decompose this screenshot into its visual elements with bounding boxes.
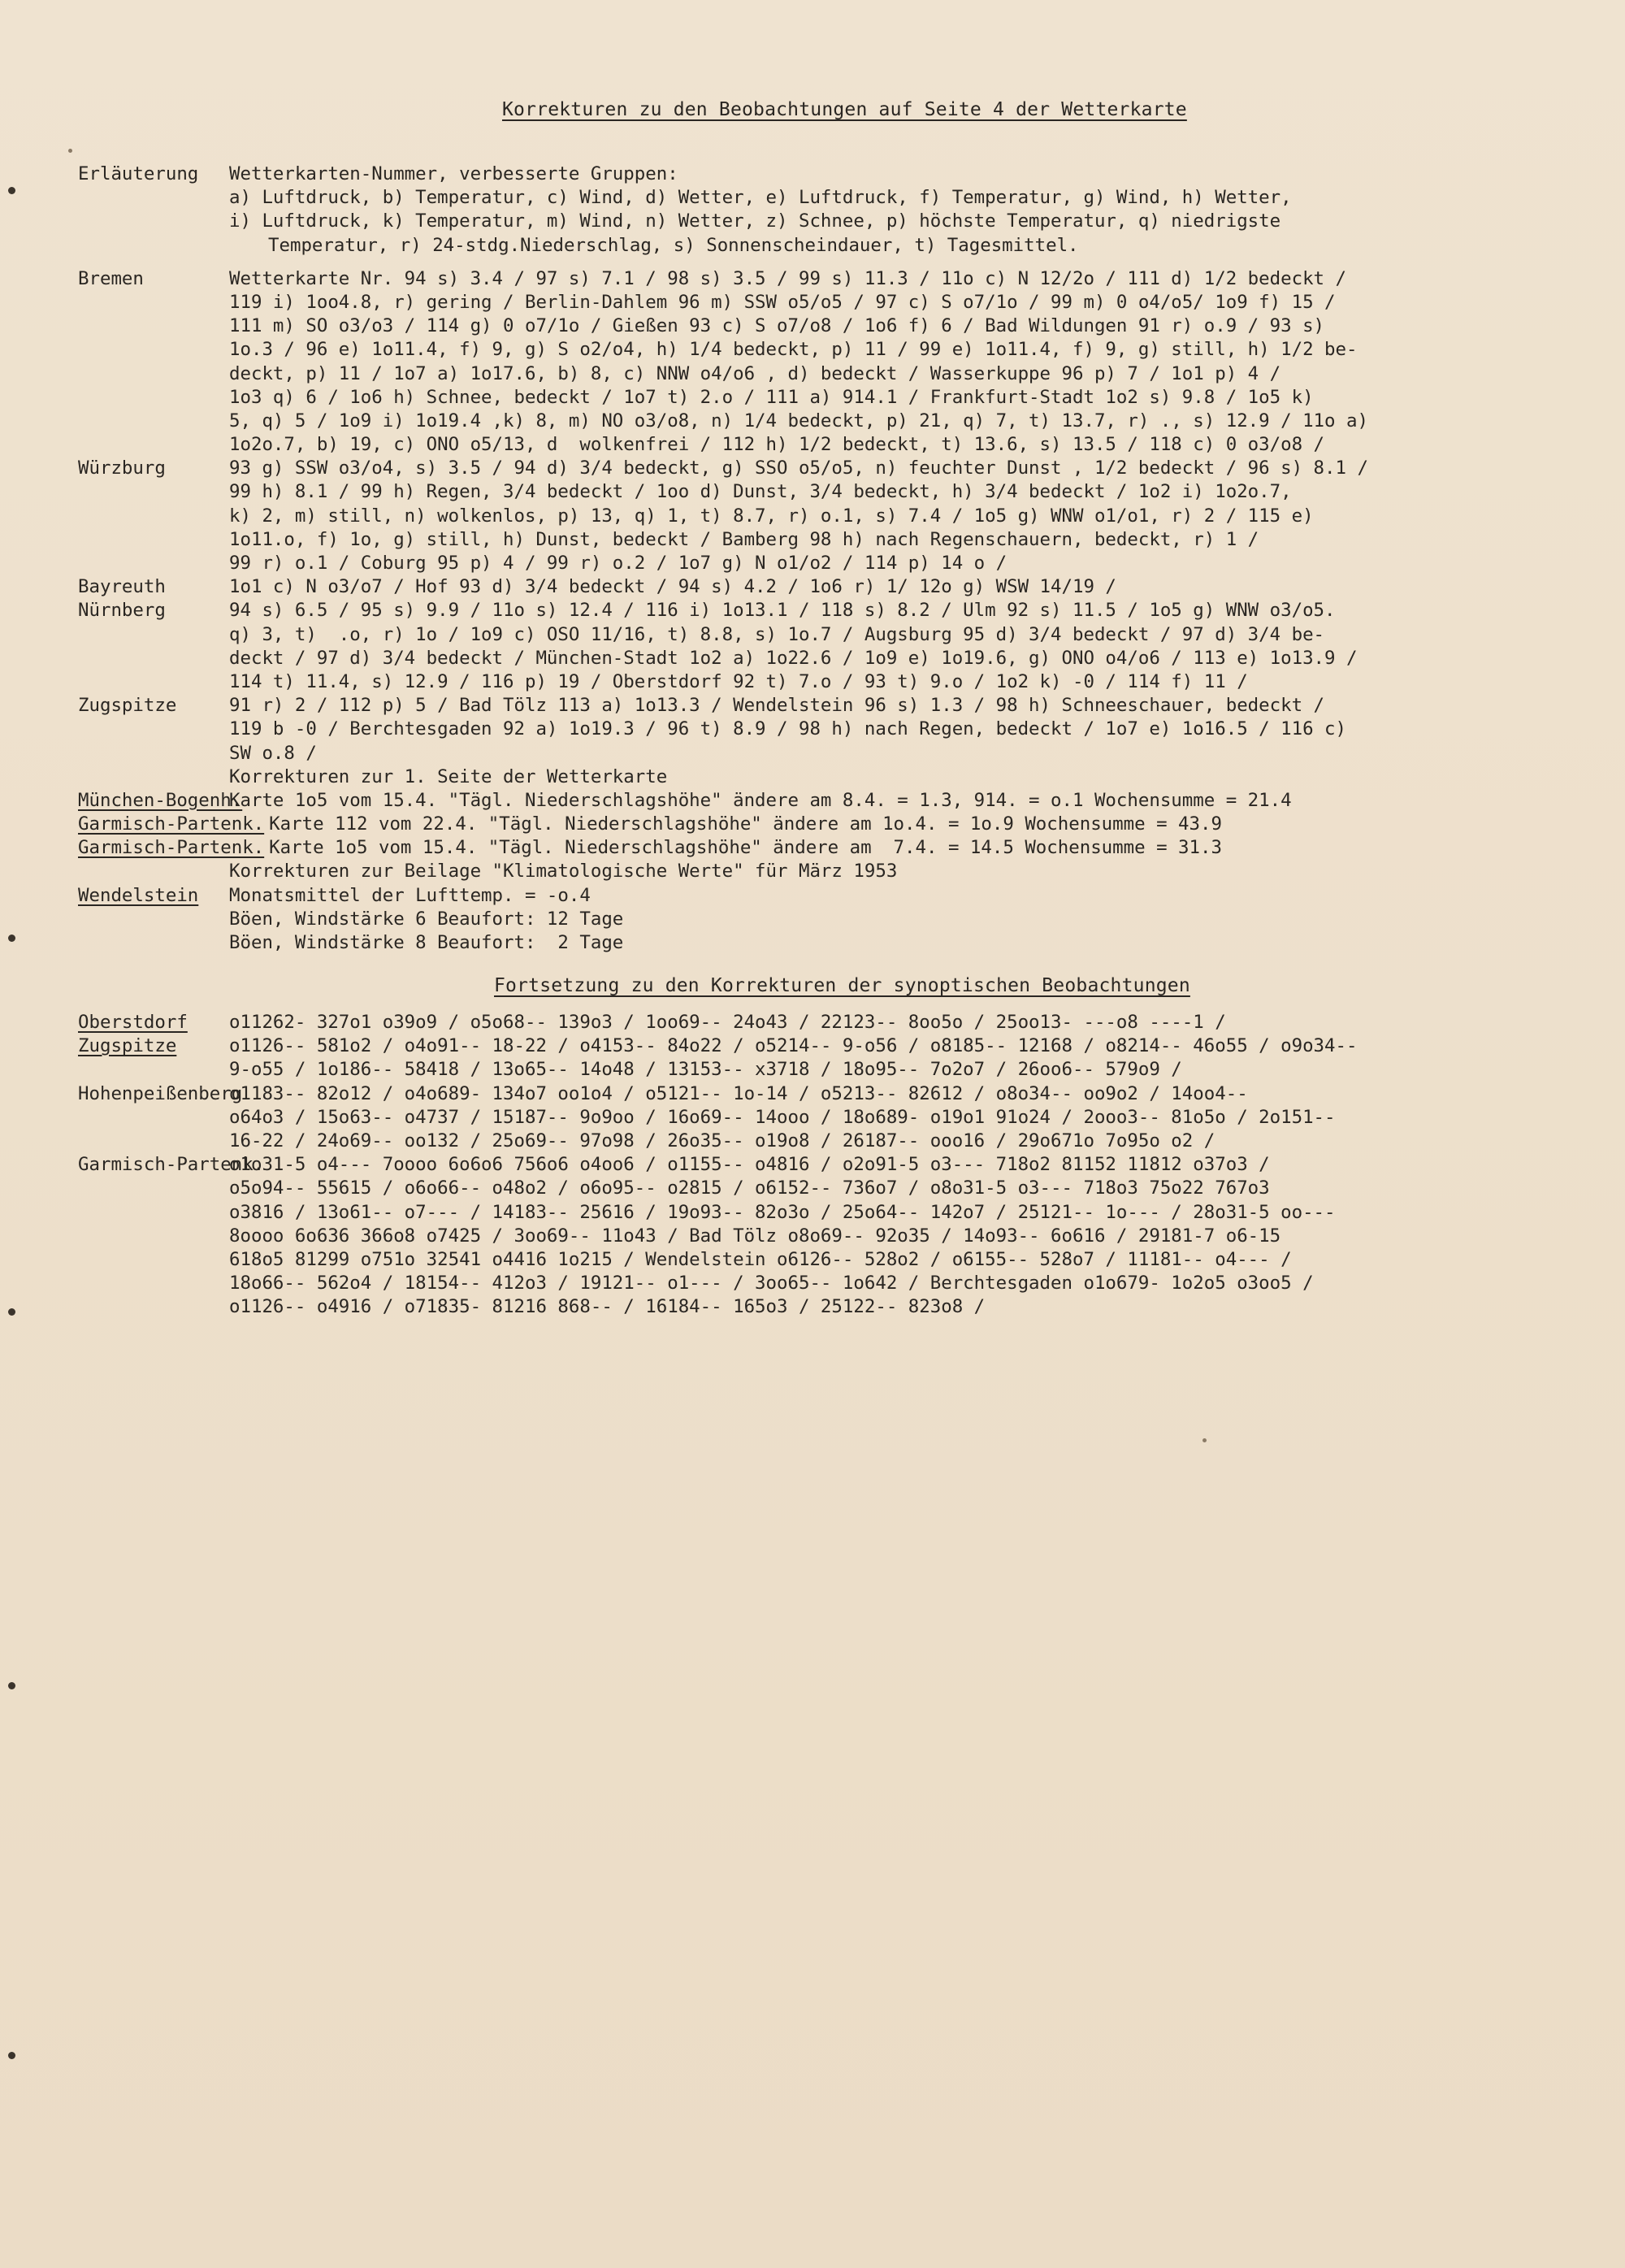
line-text: a) Luftdruck, b) Temperatur, c) Wind, d) Wetter, e) Luftdruck, f) Temperatur, g) Wind, h) Wetter,	[229, 187, 1292, 209]
line-text: Böen, Windstärke 6 Beaufort: 12 Tage	[229, 908, 624, 930]
station-label: Garmisch-Partenk.	[78, 837, 265, 859]
text-line	[78, 931, 1368, 955]
station-label: Garmisch-Partenk.	[78, 813, 265, 835]
text-line	[78, 1295, 1357, 1319]
text-line	[78, 765, 1368, 789]
station-label	[78, 505, 229, 528]
station-label: Würzburg	[78, 458, 166, 479]
section-corrections	[78, 163, 1368, 955]
line-text: o1126-- 581o2 / o4o91-- 18-22 / o4153-- 84o22 / o5214-- 9-o56 / o8185-- 12168 / o8214-- 46o55 / o9o34--	[229, 1035, 1358, 1057]
line-text: 9-o55 / 1o186-- 58418 / 13o65-- 14o48 / 13153-- x3718 / 18o95-- 7o2o7 / 26oo6-- 579o9 /	[229, 1059, 1182, 1081]
punch-hole	[8, 935, 15, 942]
line-text: Karte 1o5 vom 15.4. "Tägl. Niederschlagshöhe" ändere am 8.4. = 1.3, 914. = o.1 Wochensumme = 21.4	[229, 789, 1292, 811]
text-line	[78, 1034, 1357, 1058]
station-label: Bayreuth	[78, 576, 166, 598]
text-line	[78, 1177, 1357, 1200]
line-text: 111 m) SO o3/o3 / 114 g) 0 o7/1o / Gießen 93 c) S o7/o8 / 1o6 f) 6 / Bad Wildungen 91 r) o.9 / 93 s)	[229, 315, 1325, 337]
line-text: o1183-- 82o12 / o4o689- 134o7 oo1o4 / o5121-- 1o-14 / o5213-- 82612 / o8o34-- oo9o2 / 14oo4--	[229, 1082, 1248, 1104]
station-label	[78, 1130, 229, 1153]
paper-fleck	[68, 149, 72, 153]
station-label	[78, 314, 229, 338]
text-line	[78, 1082, 1357, 1106]
line-text: 1o.3 / 96 e) 1o11.4, f) 9, g) S o2/o4, h) 1/4 bedeckt, p) 11 / 99 e) 1o11.4, f) 9, g) still, h) 1/2 be-	[229, 339, 1358, 361]
station-label: Bremen	[78, 267, 144, 289]
line-text: 8oooo 6o636 366o8 o7425 / 3oo69-- 11o43 / Bad Tölz o8o69-- 92o35 / 14o93-- 6o616 / 29181-7 o6-15	[229, 1225, 1281, 1247]
station-label	[78, 623, 229, 647]
line-text: deckt, p) 11 / 1o7 a) 1o17.6, b) 8, c) NNW o4/o6 , d) bedeckt / Wasserkuppe 96 p) 7 / 1o1 p) 4 /	[229, 362, 1281, 384]
text-line	[78, 694, 1368, 718]
text-line	[78, 234, 1368, 258]
line-text: o1o31-5 o4--- 7oooo 6o6o6 756o6 o4oo6 / o1155-- o4816 / o2o91-5 o3--- 718o2 81152 11812 o37o3 /	[229, 1154, 1270, 1176]
station-label: Erläuterung	[78, 163, 199, 184]
line-text: 114 t) 11.4, s) 12.9 / 116 p) 19 / Oberstdorf 92 t) 7.o / 93 t) 9.o / 1o2 k) -0 / 114 f) 11 /	[229, 670, 1248, 692]
text-line	[78, 291, 1368, 314]
station-label: Hohenpeißenberg	[78, 1082, 243, 1104]
text-line	[78, 258, 1368, 267]
text-line	[78, 457, 1368, 480]
punch-hole	[8, 2052, 15, 2059]
text-line	[78, 1011, 1357, 1034]
line-text: 94 s) 6.5 / 95 s) 9.9 / 11o s) 12.4 / 116 i) 1o13.1 / 118 s) 8.2 / Ulm 92 s) 11.5 / 1o5 g) WNW o3/o5.	[229, 600, 1336, 622]
station-label	[78, 528, 229, 552]
station-label	[78, 670, 229, 694]
station-label	[78, 931, 229, 955]
line-text: Monatsmittel der Lufttemp. = -o.4	[229, 884, 591, 906]
text-line	[78, 647, 1368, 670]
station-label: Zugspitze	[78, 1035, 177, 1057]
line-text: Böen, Windstärke 8 Beaufort: 2 Tage	[229, 932, 624, 953]
station-label	[78, 1201, 229, 1225]
paper-fleck	[1202, 1438, 1207, 1442]
line-text: 1o11.o, f) 1o, g) still, h) Dunst, bedeckt / Bamberg 98 h) nach Regenschauern, bedeckt, r) 1 /	[229, 528, 1259, 550]
station-label: Zugspitze	[78, 695, 177, 717]
line-text: 119 i) 1oo4.8, r) gering / Berlin-Dahlem 96 m) SSW o5/o5 / 97 c) S o7/1o / 99 m) 0 o4/o5/ 1o9 f) 15 /	[229, 291, 1336, 313]
line-text: 91 r) 2 / 112 p) 5 / Bad Tölz 113 a) 1o13.3 / Wendelstein 96 s) 1.3 / 98 h) Schneeschauer, bedeckt /	[229, 695, 1325, 717]
text-line	[78, 813, 1368, 836]
line-text: 1o3 q) 6 / 1o6 h) Schnee, bedeckt / 1o7 t) 2.o / 111 a) 914.1 / Frankfurt-Stadt 1o2 s) 9.8 / 1o5 k)	[229, 386, 1314, 408]
line-text: Karte 112 vom 22.4. "Tägl. Niederschlagshöhe" ändere am 1o.4. = 1o.9 Wochensumme = 43.9	[269, 813, 1222, 835]
line-text: 93 g) SSW o3/o4, s) 3.5 / 94 d) 3/4 bedeckt, g) SSO o5/o5, n) feuchter Dunst , 1/2 bedeckt / 96 s) 8.1 /	[229, 458, 1368, 479]
punch-hole	[8, 1682, 15, 1689]
station-label	[78, 1248, 229, 1272]
text-line	[78, 163, 1368, 186]
punch-hole	[8, 1308, 15, 1316]
text-line	[78, 1058, 1357, 1082]
line-text: Temperatur, r) 24-stdg.Niederschlag, s) Sonnenscheindauer, t) Tagesmittel.	[268, 234, 1079, 256]
line-text: 618o5 81299 o751o 32541 o4416 1o215 / Wendelstein o6126-- 528o2 / o6155-- 528o7 / 11181-- o4--- /	[229, 1248, 1292, 1270]
line-text: 1o1 c) N o3/o7 / Hof 93 d) 3/4 bedeckt / 94 s) 4.2 / 1o6 r) 1/ 12o g) WSW 14/19 /	[229, 576, 1116, 598]
text-line	[78, 338, 1368, 362]
station-label	[78, 860, 229, 883]
station-label	[78, 1058, 229, 1082]
punch-hole	[8, 187, 15, 194]
heading-corrections-page-4: Korrekturen zu den Beobachtungen auf Seite 4 der Wetterkarte	[502, 99, 1187, 120]
text-line	[78, 1201, 1357, 1225]
station-label	[78, 1295, 229, 1319]
text-line	[78, 410, 1368, 433]
station-label	[78, 647, 229, 670]
station-label	[78, 291, 229, 314]
line-text: o11262- 327o1 o39o9 / o5o68-- 139o3 / 1oo69-- 24o43 / 22123-- 8oo5o / 25oo13- ---o8 ----1 /	[229, 1012, 1226, 1033]
text-line	[78, 718, 1368, 741]
section-synoptic	[78, 1011, 1357, 1319]
text-line	[78, 1248, 1357, 1272]
text-line	[78, 670, 1368, 694]
text-line	[78, 386, 1368, 410]
station-label	[78, 908, 229, 931]
text-line	[78, 1272, 1357, 1295]
line-text: 5, q) 5 / 1o9 i) 1o19.4 ,k) 8, m) NO o3/o8, n) 1/4 bedeckt, p) 21, q) 7, t) 13.7, r) ., s) 12.9 / 11o a)	[229, 410, 1368, 431]
text-line	[78, 1153, 1357, 1177]
station-label	[78, 1272, 229, 1295]
line-text: 99 h) 8.1 / 99 h) Regen, 3/4 bedeckt / 1oo d) Dunst, 3/4 bedeckt, h) 3/4 bedeckt / 1o2 i) 1o2o.7,	[229, 481, 1292, 503]
station-label	[78, 210, 229, 233]
station-label	[78, 552, 229, 575]
text-line	[78, 552, 1368, 575]
station-label	[78, 433, 229, 457]
station-label	[78, 1177, 229, 1200]
text-line	[78, 836, 1368, 860]
text-line	[78, 210, 1368, 233]
line-text: Korrekturen zur 1. Seite der Wetterkarte	[229, 765, 668, 787]
text-line	[78, 1106, 1357, 1130]
station-label	[78, 718, 229, 741]
text-line	[78, 314, 1368, 338]
text-line	[78, 884, 1368, 908]
line-text: k) 2, m) still, n) wolkenlos, p) 13, q) 1, t) 8.7, r) o.1, s) 7.4 / 1o5 g) WNW o1/o1, r) 2 / 115 e)	[229, 505, 1314, 527]
station-label	[78, 362, 229, 386]
station-label	[78, 1106, 229, 1130]
station-label: München-Bogenh.	[78, 789, 243, 811]
text-line	[78, 908, 1368, 931]
text-line	[78, 362, 1368, 386]
station-label	[78, 410, 229, 433]
line-text: 1o2o.7, b) 19, c) ONO o5/13, d wolkenfrei / 112 h) 1/2 bedeckt, t) 13.6, s) 13.5 / 118 c) 0 o3/o8 /	[229, 434, 1325, 456]
station-label	[78, 1225, 229, 1248]
line-text: Wetterkarte Nr. 94 s) 3.4 / 97 s) 7.1 / 98 s) 3.5 / 99 s) 11.3 / 11o c) N 12/2o / 111 d) 1/2 bedeckt /	[229, 267, 1346, 289]
station-label	[78, 386, 229, 410]
line-text: SW o.8 /	[229, 742, 317, 764]
text-line	[78, 186, 1368, 210]
line-text: deckt / 97 d) 3/4 bedeckt / München-Stadt 1o2 a) 1o22.6 / 1o9 e) 1o19.6, g) ONO o4/o6 / 113 e) 1o13.9 /	[229, 647, 1358, 669]
line-text: o1126-- o4916 / o71835- 81216 868-- / 16184-- 165o3 / 25122-- 823o8 /	[229, 1296, 986, 1318]
line-text: Wetterkarten-Nummer, verbesserte Gruppen:	[229, 163, 678, 184]
station-label	[78, 338, 229, 362]
line-text: i) Luftdruck, k) Temperatur, m) Wind, n) Wetter, z) Schnee, p) höchste Temperatur, q) niedrigste	[229, 210, 1281, 232]
text-line	[78, 1225, 1357, 1248]
text-line	[78, 599, 1368, 622]
station-label	[78, 765, 229, 789]
station-label: Nürnberg	[78, 600, 166, 622]
station-label: Oberstdorf	[78, 1012, 188, 1033]
text-line	[78, 433, 1368, 457]
line-text: o3816 / 13o61-- o7--- / 14183-- 25616 / 19o93-- 82o3o / 25o64-- 142o7 / 25121-- 1o--- / 28o31-5 oo---	[229, 1201, 1336, 1223]
line-text: o5o94-- 55615 / o6o66-- o48o2 / o6o95-- o2815 / o6152-- 736o7 / o8o31-5 o3--- 718o3 75o22 767o3	[229, 1177, 1270, 1199]
text-line	[78, 860, 1368, 883]
text-line	[78, 505, 1368, 528]
station-label: Garmisch-Partenk.	[78, 1154, 265, 1176]
station-label	[78, 480, 229, 504]
text-line	[78, 480, 1368, 504]
text-line	[78, 528, 1368, 552]
line-text: 99 r) o.1 / Coburg 95 p) 4 / 99 r) o.2 / 1o7 g) N o1/o2 / 114 p) 14 o /	[229, 553, 1008, 574]
text-line	[78, 623, 1368, 647]
text-line	[78, 742, 1368, 765]
line-text: o64o3 / 15o63-- o4737 / 15187-- 9o9oo / 16o69-- 14ooo / 18o689- o19o1 91o24 / 2ooo3-- 81o5o / 2o151--	[229, 1106, 1336, 1128]
station-label	[78, 234, 229, 258]
text-line	[78, 789, 1368, 813]
line-text: q) 3, t) .o, r) 1o / 1o9 c) OSO 11/16, t) 8.8, s) 1o.7 / Augsburg 95 d) 3/4 bedeckt / 97 d) 3/4 be-	[229, 623, 1325, 645]
line-text: 18o66-- 562o4 / 18154-- 412o3 / 19121-- o1--- / 3oo65-- 1o642 / Berchtesgaden o1o679- 1o2o5 o3oo5 /	[229, 1273, 1314, 1294]
line-text: 119 b -0 / Berchtesgaden 92 a) 1o19.3 / 96 t) 8.9 / 98 h) nach Regen, bedeckt / 1o7 e) 1o16.5 / 116 c)	[229, 718, 1346, 740]
line-text: Korrekturen zur Beilage "Klimatologische Werte" für März 1953	[229, 861, 898, 882]
line-text: 16-22 / 24o69-- oo132 / 25o69-- 97o98 / 26o35-- o19o8 / 26187-- ooo16 / 29o671o 7o95o o2 /	[229, 1130, 1216, 1151]
text-line	[78, 267, 1368, 291]
station-label: Wendelstein	[78, 884, 199, 906]
heading-synoptic-continuation: Fortsetzung zu den Korrekturen der synoptischen Beobachtungen	[494, 975, 1190, 996]
station-label	[78, 186, 229, 210]
text-line	[78, 1130, 1357, 1153]
station-label	[78, 742, 229, 765]
text-line	[78, 575, 1368, 599]
line-text: Karte 1o5 vom 15.4. "Tägl. Niederschlagshöhe" ändere am 7.4. = 14.5 Wochensumme = 31.3	[269, 837, 1222, 859]
